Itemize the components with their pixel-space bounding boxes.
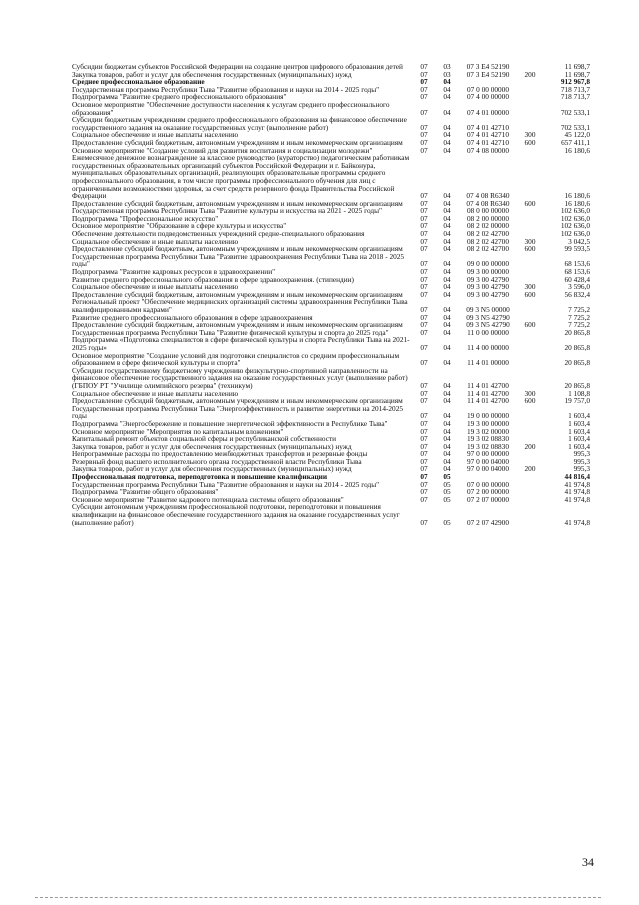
- row-amount: 7 725,2: [568, 312, 590, 322]
- row-subsection: 04: [443, 411, 451, 421]
- row-expense-type: 300: [524, 282, 536, 292]
- row-target-article: 97 0 00 04000: [467, 456, 509, 466]
- row-subsection: 04: [443, 441, 451, 451]
- row-amount: 68 153,6: [564, 259, 590, 269]
- row-target-article: 08 2 02 42700: [467, 244, 509, 254]
- row-subsection: 04: [443, 137, 451, 147]
- row-subsection: 04: [443, 434, 451, 444]
- row-amount: 702 533,1: [560, 107, 590, 117]
- row-name: Предоставление субсидий бюджетным, автономным учреждениям и иным некоммерческим организациям: [72, 320, 403, 330]
- row-name: Закупка товаров, работ и услуг для обеспечения государственных (муниципальных) нужд: [72, 441, 352, 451]
- row-section: 07: [420, 122, 428, 132]
- row-expense-type: 600: [524, 289, 536, 299]
- row-subsection: 04: [443, 388, 451, 398]
- row-subsection: 04: [443, 259, 451, 269]
- row-name: Предоставление субсидий бюджетным, автономным учреждениям и иным некоммерческим организациям: [72, 396, 403, 406]
- row-expense-type: 300: [524, 130, 536, 140]
- row-expense-type: 200: [524, 441, 536, 451]
- row-section: 07: [420, 229, 428, 239]
- row-expense-type: 300: [524, 236, 536, 246]
- row-section: 07: [420, 456, 428, 466]
- row-target-article: 09 3 00 42790: [467, 282, 509, 292]
- row-subsection: 04: [443, 92, 451, 102]
- row-amount: 1 108,8: [568, 388, 590, 398]
- row-target-article: 11 4 01 42700: [467, 396, 509, 406]
- table-row: [72, 365, 590, 390]
- row-subsection: 04: [443, 396, 451, 406]
- row-name: Предоставление субсидий бюджетным, автономным учреждениям и иным некоммерческим организациям: [72, 289, 403, 299]
- row-amount: 1 603,4: [568, 418, 590, 428]
- row-section: 07: [420, 441, 428, 451]
- row-expense-type: 600: [524, 320, 536, 330]
- row-target-article: 07 2 00 00000: [467, 487, 509, 497]
- row-target-article: 08 2 02 00000: [467, 221, 509, 231]
- row-section: 07: [420, 92, 428, 102]
- row-name: Государственная программа Республики Тыва "Энергоэффективность и развитие энергетики на 2014-2025 годы: [72, 403, 404, 421]
- row-amount: 19 757,0: [564, 396, 590, 406]
- row-target-article: 09 3 00 42790: [467, 289, 509, 299]
- row-subsection: 04: [443, 122, 451, 132]
- row-section: 07: [420, 464, 428, 474]
- row-amount: 1 603,4: [568, 411, 590, 421]
- row-section: 07: [420, 418, 428, 428]
- row-target-article: 09 3 00 42790: [467, 274, 509, 284]
- row-target-article: 97 0 00 04000: [467, 464, 509, 474]
- row-name: Субсидии бюджетам субъектов Российской Федерации на создание центров цифрового образования детей: [72, 62, 403, 71]
- row-name: Основное мероприятие "Обеспечение доступности населения к услугам среднего профессионального образования": [72, 99, 390, 117]
- table-row: [72, 502, 590, 527]
- row-amount: 102 636,0: [560, 229, 590, 239]
- row-expense-type: 200: [524, 464, 536, 474]
- row-section: 07: [420, 282, 428, 292]
- row-subsection: 05: [443, 494, 451, 504]
- row-section: 07: [420, 221, 428, 231]
- row-name: Подпрограмма "Профессиональное искусство": [72, 213, 219, 223]
- row-name: Социальное обеспечение и иные выплаты населению: [72, 282, 239, 292]
- row-amount: 56 832,4: [564, 289, 590, 299]
- row-target-article: 07 4 01 42710: [467, 137, 509, 147]
- row-amount: 1 603,4: [568, 441, 590, 451]
- row-target-article: 08 2 00 00000: [467, 213, 509, 223]
- row-section: 07: [420, 434, 428, 444]
- row-amount: 20 865,8: [564, 358, 590, 368]
- row-amount: 16 180,6: [564, 145, 590, 155]
- row-target-article: 19 0 00 00000: [467, 411, 509, 421]
- row-target-article: 07 0 00 00000: [467, 84, 509, 94]
- row-name: Предоставление субсидий бюджетным, автономным учреждениям и иным некоммерческим организациям: [72, 198, 403, 208]
- row-name: Развитие среднего профессионального образования в сфере здравоохранения: [72, 312, 313, 322]
- row-name: Социальное обеспечение и иные выплаты населению: [72, 130, 239, 140]
- row-amount: 7 725,2: [568, 305, 590, 314]
- row-name: Субсидии бюджетным учреждениям среднего профессионального образования на финансовое обеспечение государственного задания на оказание государственных услуг (выполнение работ): [72, 115, 407, 132]
- row-amount: 20 865,8: [564, 327, 590, 337]
- row-section: 07: [420, 312, 428, 322]
- row-section: 07: [420, 320, 428, 330]
- table-row: [72, 335, 590, 352]
- row-target-article: 19 3 02 00000: [467, 426, 509, 436]
- row-name: Развитие среднего профессионального образования в сфере здравоохранения. (стипендии): [72, 274, 354, 284]
- row-subsection: 04: [443, 213, 451, 223]
- row-subsection: 04: [443, 464, 451, 474]
- row-target-article: 09 0 00 00000: [467, 259, 509, 269]
- row-subsection: 04: [443, 342, 451, 352]
- row-section: 07: [420, 426, 428, 436]
- row-section: 07: [420, 289, 428, 299]
- row-subsection: 04: [443, 84, 451, 94]
- row-name: Среднее профессиональное образование: [72, 77, 205, 87]
- row-target-article: 11 0 00 00000: [467, 327, 509, 337]
- row-name: Основное мероприятие "Мероприятия по капитальным вложениям": [72, 426, 284, 436]
- row-amount: 102 636,0: [560, 206, 590, 216]
- row-expense-type: 300: [524, 388, 536, 398]
- row-name: Государственная программа Республики Тыва "Развитие культуры и искусства на 2021 - 2025 годы": [72, 206, 382, 216]
- row-subsection: 04: [443, 206, 451, 216]
- row-subsection: 04: [443, 358, 451, 368]
- row-amount: 45 122,0: [564, 130, 590, 140]
- table-row: [72, 153, 590, 201]
- row-section: 07: [420, 305, 428, 314]
- row-name: Закупка товаров, работ и услуг для обеспечения государственных (муниципальных) нужд: [72, 464, 352, 474]
- row-target-article: 11 4 01 42700: [467, 380, 509, 390]
- row-amount: 1 603,4: [568, 434, 590, 444]
- row-target-article: 19 3 02 08830: [467, 434, 509, 444]
- row-name: Подпрограмма "Развитие общего образования": [72, 487, 219, 497]
- row-section: 07: [420, 236, 428, 246]
- row-amount: 16 180,6: [564, 198, 590, 208]
- row-section: 07: [420, 479, 428, 489]
- row-section: 07: [420, 494, 428, 504]
- row-subsection: 04: [443, 312, 451, 322]
- row-amount: 68 153,6: [564, 267, 590, 277]
- row-subsection: 04: [443, 282, 451, 292]
- row-name: Основное мероприятие "Создание условий для развития воспитания и социализации молодежи": [72, 145, 373, 155]
- row-section: 07: [420, 244, 428, 254]
- row-subsection: 04: [443, 426, 451, 436]
- row-name: Основное мероприятие "Создание условий для подготовки специалистов со средним профессиональным образованием в сфере физической культуры и спорта": [72, 350, 400, 368]
- row-amount: 702 533,1: [560, 122, 590, 132]
- row-target-article: 19 3 00 00000: [467, 418, 509, 428]
- row-subsection: 04: [443, 244, 451, 254]
- table-row: [72, 115, 590, 132]
- row-amount: 718 713,7: [560, 84, 590, 94]
- row-amount: 41 974,8: [564, 517, 590, 527]
- row-name: Субсидии автономным учреждениям профессиональной подготовки, переподготовки и повышения квалификации на финансовое обеспечение государственного задания на оказание государственных услуг (выполнение работ): [72, 502, 400, 527]
- row-amount: 7 725,2: [568, 320, 590, 330]
- row-subsection: 04: [443, 274, 451, 284]
- row-target-article: 07 4 08 R6340: [466, 198, 510, 208]
- row-section: 07: [420, 198, 428, 208]
- row-section: 07: [420, 130, 428, 140]
- row-target-article: 07 3 Е4 52190: [466, 62, 510, 71]
- row-target-article: 09 3 N5 42790: [466, 312, 510, 322]
- row-amount: 11 698,7: [564, 62, 590, 71]
- row-target-article: 07 4 08 00000: [467, 145, 509, 155]
- row-target-article: 07 4 08 R6340: [466, 191, 510, 201]
- row-target-article: 97 0 00 00000: [467, 449, 509, 459]
- row-expense-type: 600: [524, 396, 536, 406]
- row-target-article: 09 3 N5 00000: [466, 305, 510, 314]
- row-amount: 44 816,4: [564, 472, 590, 482]
- row-target-article: 11 4 00 00000: [467, 342, 509, 352]
- row-subsection: 05: [443, 517, 451, 527]
- row-amount: 60 428,4: [564, 274, 590, 284]
- row-name: Государственная программа Республики Тыва "Развитие физической культуры и спорта до 2025 года": [72, 327, 389, 337]
- row-section: 07: [420, 411, 428, 421]
- row-amount: 912 967,8: [560, 77, 590, 87]
- row-subsection: 04: [443, 77, 451, 87]
- row-target-article: 11 4 01 42700: [467, 388, 509, 398]
- row-section: 07: [420, 206, 428, 216]
- row-name: Региональный проект "Обеспечение медицинских организаций системы здравоохранения Республики Тыва квалифицированными кадрами": [72, 297, 408, 314]
- row-section: 07: [420, 342, 428, 352]
- row-target-article: 08 2 02 42700: [467, 229, 509, 239]
- row-name: Капитальный ремонт объектов социальной сферы и республиканской собственности: [72, 434, 337, 444]
- row-target-article: 07 3 Е4 52190: [466, 69, 510, 79]
- row-name: Основное мероприятие "Развитие кадрового потенциала системы общего образования": [72, 494, 344, 504]
- row-amount: 41 974,8: [564, 487, 590, 497]
- row-target-article: 07 2 07 00000: [467, 494, 509, 504]
- row-name: Подпрограмма «Подготовка специалистов в сфере физической культуры и спорта Республики Тыва на 2021-2025 годы»: [72, 335, 410, 352]
- row-subsection: 04: [443, 327, 451, 337]
- row-amount: 1 603,4: [568, 426, 590, 436]
- row-amount: 16 180,6: [564, 191, 590, 201]
- row-subsection: 04: [443, 221, 451, 231]
- row-amount: 718 713,7: [560, 92, 590, 102]
- row-target-article: 08 2 02 42700: [467, 236, 509, 246]
- row-target-article: 07 4 01 00000: [467, 107, 509, 117]
- row-name: Социальное обеспечение и иные выплаты населению: [72, 388, 239, 398]
- row-subsection: 04: [443, 267, 451, 277]
- row-target-article: 07 4 00 00000: [467, 92, 509, 102]
- row-section: 07: [420, 137, 428, 147]
- row-target-article: 08 0 00 00000: [467, 206, 509, 216]
- row-section: 07: [420, 213, 428, 223]
- row-subsection: 04: [443, 320, 451, 330]
- row-subsection: 04: [443, 145, 451, 155]
- row-expense-type: 600: [524, 244, 536, 254]
- table-row: [72, 350, 590, 368]
- row-name: Резервный фонд высшего исполнительного органа государственной власти Республики Тыва: [72, 456, 362, 466]
- row-amount: 20 865,8: [564, 380, 590, 390]
- row-name: Профессиональная подготовка, переподготовка и повышение квалификации: [72, 472, 328, 482]
- row-section: 07: [420, 69, 428, 79]
- table-row: [72, 251, 590, 269]
- row-section: 07: [420, 327, 428, 337]
- row-name: Субсидии государственному бюджетному учреждению физкультурно-спортивной направленности на финансовое обеспечение государственного задания на оказание государственных услуг (выполнение работ) (ГБПОУ РТ "Училище олимпийского резерва" (техникум): [72, 365, 408, 390]
- row-section: 07: [420, 84, 428, 94]
- row-expense-type: 600: [524, 137, 536, 147]
- row-name: Обеспечение деятельности подведомственных учреждений средне-специального образования: [72, 229, 365, 239]
- table-row: [72, 99, 590, 117]
- row-amount: 99 593,5: [564, 244, 590, 254]
- row-name: Государственная программа Республики Тыва "Развитие здравоохранения Республики Тыва на 2018 - 2025 годы": [72, 251, 405, 269]
- row-target-article: 07 4 01 42710: [467, 130, 509, 140]
- row-subsection: 04: [443, 456, 451, 466]
- row-amount: 11 698,7: [564, 69, 590, 79]
- row-name: Государственная программа Республики Тыва "Развитие образования и науки на 2014 - 2025 годы": [72, 84, 380, 94]
- row-amount: 102 636,0: [560, 221, 590, 231]
- row-target-article: 19 3 02 08830: [467, 441, 509, 451]
- row-section: 07: [420, 77, 428, 87]
- row-section: 07: [420, 145, 428, 155]
- table-row: [72, 403, 590, 421]
- row-subsection: 04: [443, 380, 451, 390]
- row-amount: 995,3: [573, 456, 590, 466]
- row-section: 07: [420, 191, 428, 201]
- row-name: Подпрограмма "Энергосбережение и повышение энергетической эффективности в Республике Тыва": [72, 418, 388, 428]
- row-amount: 995,3: [573, 464, 590, 474]
- row-target-article: 09 3 00 00000: [467, 267, 509, 277]
- row-amount: 995,3: [573, 449, 590, 459]
- row-subsection: 04: [443, 289, 451, 299]
- row-subsection: 04: [443, 130, 451, 140]
- row-name: Подпрограмма "Развитие кадровых ресурсов в здравоохранении": [72, 267, 276, 277]
- row-name: Социальное обеспечение и иные выплаты населению: [72, 236, 239, 246]
- row-target-article: 07 2 07 42900: [467, 517, 509, 527]
- row-name: Закупка товаров, работ и услуг для обеспечения государственных (муниципальных) нужд: [72, 69, 352, 79]
- bottom-divider: [35, 897, 601, 898]
- row-amount: 41 974,8: [564, 494, 590, 504]
- row-name: Основное мероприятие "Образование в сфере культуры и искусства": [72, 221, 287, 231]
- row-subsection: 04: [443, 198, 451, 208]
- row-section: 07: [420, 107, 428, 117]
- row-subsection: 03: [443, 69, 451, 79]
- row-subsection: 05: [443, 487, 451, 497]
- row-subsection: 03: [443, 62, 451, 71]
- row-section: 07: [420, 259, 428, 269]
- row-section: 07: [420, 380, 428, 390]
- row-subsection: 05: [443, 472, 451, 482]
- row-subsection: 04: [443, 449, 451, 459]
- row-name: Предоставление субсидий бюджетным, автономным учреждениям и иным некоммерческим организациям: [72, 244, 403, 254]
- row-section: 07: [420, 388, 428, 398]
- row-subsection: 05: [443, 479, 451, 489]
- row-amount: 102 636,0: [560, 213, 590, 223]
- row-target-article: 09 3 N5 42790: [466, 320, 510, 330]
- row-name: Непрограммные расходы по предоставлению межбюджетных трансфертов и резервные фонды: [72, 449, 368, 459]
- row-expense-type: 600: [524, 198, 536, 208]
- row-section: 07: [420, 449, 428, 459]
- page-number: 34: [582, 855, 594, 869]
- row-target-article: 07 4 01 42710: [467, 122, 509, 132]
- row-expense-type: 200: [524, 69, 536, 79]
- row-section: 07: [420, 396, 428, 406]
- row-amount: 657 411,1: [561, 137, 590, 147]
- row-amount: 41 974,8: [564, 479, 590, 489]
- table-row: [72, 297, 590, 314]
- row-section: 07: [420, 358, 428, 368]
- row-section: 07: [420, 62, 428, 71]
- row-subsection: 04: [443, 418, 451, 428]
- row-section: 07: [420, 267, 428, 277]
- row-subsection: 04: [443, 236, 451, 246]
- row-section: 07: [420, 472, 428, 482]
- row-section: 07: [420, 487, 428, 497]
- row-subsection: 04: [443, 191, 451, 201]
- row-name: Ежемесячное денежное вознаграждение за классное руководство (кураторство) педагогическим работникам государственных образовательных организаций субъектов Российской Федерации и г. Байконура, муниципальных образовательных организаций, реализующих образовательные программы среднего профессионального образования, в том числе программы профессионального обучения для лиц с ограниченными возможностями здоровья, за счет средств резервного фонда Правительства Российской Федерации: [72, 153, 410, 201]
- row-subsection: 04: [443, 107, 451, 117]
- row-amount: 20 865,8: [564, 342, 590, 352]
- row-section: 07: [420, 517, 428, 527]
- row-name: Государственная программа Республики Тыва "Развитие образования и науки на 2014 - 2025 годы": [72, 479, 380, 489]
- row-section: 07: [420, 274, 428, 284]
- row-subsection: 04: [443, 229, 451, 239]
- row-name: Подпрограмма "Развитие среднего профессионального образования": [72, 92, 287, 102]
- row-name: Предоставление субсидий бюджетным, автономным учреждениям и иным некоммерческим организациям: [72, 137, 403, 147]
- row-target-article: 11 4 01 00000: [467, 358, 509, 368]
- budget-table: [72, 62, 590, 527]
- row-subsection: 04: [443, 305, 451, 314]
- row-amount: 3 596,0: [568, 282, 590, 292]
- row-target-article: 07 0 00 00000: [467, 479, 509, 489]
- row-amount: 3 042,5: [568, 236, 590, 246]
